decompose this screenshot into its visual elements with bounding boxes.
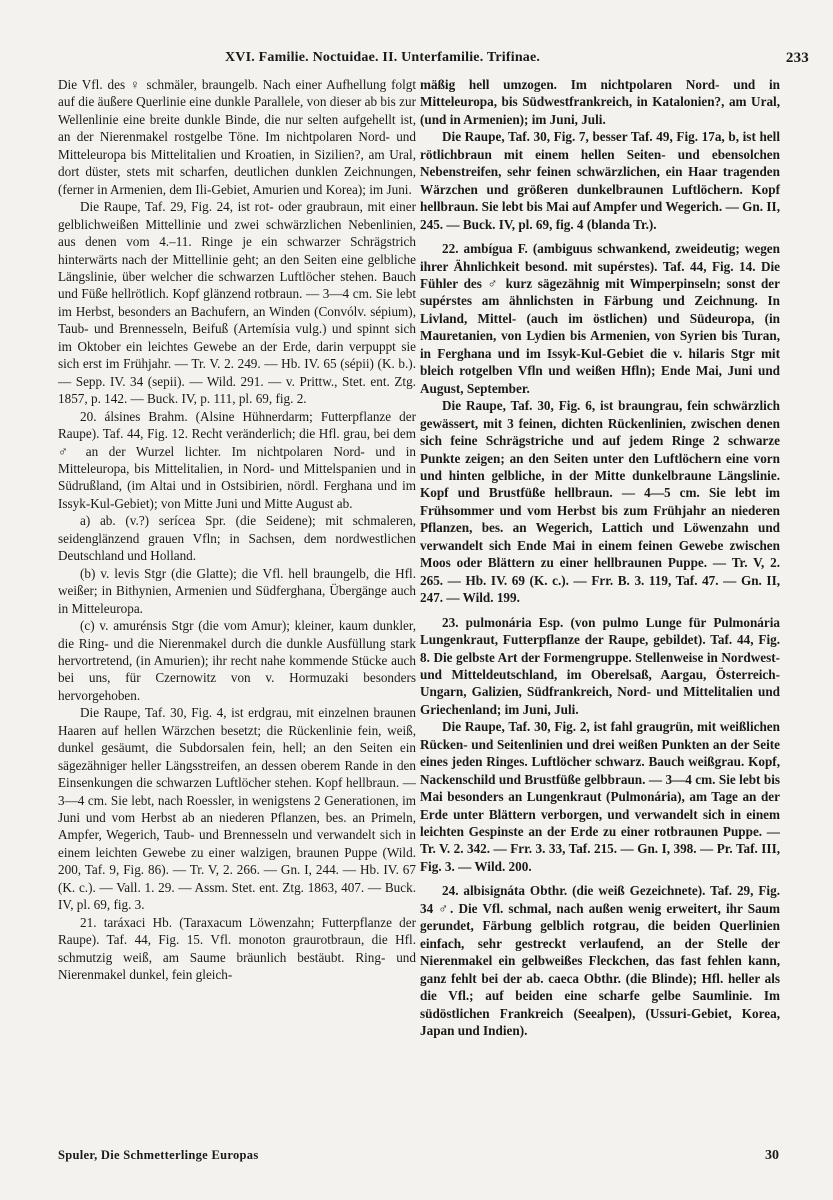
paragraph: Die Raupe, Taf. 30, Fig. 2, ist fahl graugrün, mit weißlichen Rücken- und Seitenlinien und drei weißen Punkten an der Seite eines jeden Ringes. Luftlöcher schwarz. Bauch weißgrau. Kopf, Nackenschild und Brustfüße gelbbraun. — 3—4 cm. Sie lebt bis Mai besonders an Lungenkraut (Pulmonária), am Tage an der Erde unter Blättern verborgen, und verwandelt sich in einem leichten Gespinste an der Erde zu einer rotbraunen Puppe. — Tr. V. 2. 342. — Frr. 3. 33, Taf. 215. — Gn. I, 398. — Pr. Taf. III, Fig. 3. — Wild. 200. <box>420 719 780 874</box>
page-number: 233 <box>785 50 809 66</box>
paragraph: (b) v. levis Stgr (die Glatte); die Vfl. hell braungelb, die Hfl. weißer; in Bithynien, Armenien und Südferghana, Übergänge auch in Mitteleuropa. <box>58 565 416 616</box>
paragraph: 21. taráxaci Hb. (Taraxacum Löwenzahn; Futterpflanze der Raupe). Taf. 44, Fig. 15. Vfl. monoton graurotbraun, die Hfl. schmutzig weiß, am Saume bräunlich bestäubt. Ring- und Nierenmakel dunkel, fein gleich- <box>58 914 416 983</box>
paragraph: 20. álsines Brahm. (Alsine Hühnerdarm; Futterpflanze der Raupe). Taf. 44, Fig. 12. Recht veränderlich; die Hfl. grau, bei dem ♂ an der Wurzel lichter. Im nichtpolaren Nord- und in Mitteleuropa, bis Mittelitalien, in Nord- und Mittelspanien und in Südrußland, (im Altai und in Ostsibirien, nördl. Ferghana und im Issyk-Kul-Gebiet); von Mitte Juni und Mitte August ab. <box>58 408 416 511</box>
paragraph: Die Raupe, Taf. 30, Fig. 4, ist erdgrau, mit einzelnen braunen Haaren auf hellen Wärzchen besetzt; die Rückenlinie fein, weiß, dunkel gesäumt, die Subdorsalen fein, hell; an den Seiten ein sägezähniger heller Längsstreifen, an dessen oberem Rande in den Einsenkungen die schwarzen Luftlöcher stehen. Kopf hellbraun. — 3—4 cm. Sie lebt, nach Roessler, in wenigstens 2 Generationen, im Juni und vom Herbst ab an niederen Pflanzen, bes. an Primeln, Ampfer, Wegerich, Taub- und Brennesseln und verwandelt sich in einem leichten Gewebe zu einer walzigen, braunen Puppe (Wild. 200, Taf. 9, Fig. 86). — Tr. V, 2. 266. — Gn. I, 244. — Hb. IV. 67 (K. c.). — Vall. 1. 29. — Assm. Stet. ent. Ztg. 1863, 407. — Buck. IV, pl. 69, fig. 3. <box>58 705 416 913</box>
page-footer <box>58 1148 779 1163</box>
paragraph: a) ab. (v.?) serícea Spr. (die Seidene); mit schmaleren, seidenglänzend grauen Vfln; in Sachsen, dem nordwestlichen Deutschland und Holland. <box>58 513 416 564</box>
right-column <box>420 76 780 1039</box>
left-column <box>58 76 416 984</box>
paragraph: Die Vfl. des ♀ schmäler, braungelb. Nach einer Aufhellung folgt auf die äußere Querlinie eine dunkle Parallele, von dieser ab bis zur Wellenlinie eine breite dunkle Binde, die nur selten aufgehellt ist, an der Nierenmakel rostgelbe Töne. Im nichtpolaren Nord- und Mitteleuropa bis Mittelitalien und Kroatien, in Sizilien?, am Ural, dort düster, stets mit scharfen, deutlichen dunklen Zeichnungen, (ferner in Armenien, dem Ili-Gebiet, Amurien und Korea); im Juni. <box>58 77 416 197</box>
paragraph: (c) v. amurénsis Stgr (die vom Amur); kleiner, kaum dunkler, die Ring- und die Nierenmakel durch die dunkle Ausfüllung stark hervortretend, (in Amurien); ihr recht nahe kommende Stücke auch bei uns, für Czernowitz von v. Hormuzaki besonders hervorgehoben. <box>58 618 416 703</box>
running-header <box>225 50 809 66</box>
paragraph: 24. albisignáta Obthr. (die weiß Gezeichnete). Taf. 29, Fig. 34 ♂. Die Vfl. schmal, nach außen wenig erweitert, ihr Saum gerundet, Färbung gelblich rotgrau, die beiden Querlinien einfach, sehr gestreckt verlaufend, an der Stelle der Nierenmakel ein gelbweißes Fleckchen, das fast fehlen kann, ganz fehlt bei der ab. caeca Obthr. (die Blinde); Hfl. heller als die Vfl.; auf beiden eine scharfe gelbe Saumlinie. Im südöstlichen Frankreich (Seealpen), (Ussuri-Gebiet, Korea, Japan und Indien). <box>420 883 780 1039</box>
paragraph: Die Raupe, Taf. 30, Fig. 6, ist braungrau, fein schwärzlich gewässert, mit 3 feinen, dichten Rückenlinien, zwischen denen sich feine Schrägstriche und auf jedem Ringe 2 schwarze Punkte zeigen; an den Seiten unter den Luftlöchern eine vorn und hinten gelbliche, in der Mitte dunkelbraune Längslinie. Kopf und Brustfüße hellbraun. — 4—5 cm. Sie lebt im Frühsommer und vom Herbst bis zum Frühjahr an niederen Pflanzen, bes. an Wegerich, Lattich und Löwenzahn und verwandelt sich Ende Mai in einem feinen Gewebe zwischen Moos oder Blättern zu einer hellbraunen Puppe. — Tr. V, 2. 265. — Hb. IV. 69 (K. c.). — Frr. B. 3. 119, Taf. 47. — Gn. II, 247. — Wild. 199. <box>420 398 780 606</box>
running-title: XVI. Familie. Noctuidae. II. Unterfamilie. Trifinae. <box>225 50 541 65</box>
sheet-signature: 30 <box>765 1148 779 1163</box>
paragraph: mäßig hell umzogen. Im nichtpolaren Nord- und in Mitteleuropa, bis Südwestfrankreich, in Katalonien?, am Ural, (und in Armenien); im Juni, Juli. <box>420 77 780 127</box>
paragraph: Die Raupe, Taf. 30, Fig. 7, besser Taf. 49, Fig. 17a, b, ist hell rötlichbraun mit einem hellen Seiten- und ebensolchen Nebenstreifen, sehr feinen schwärzlichen, ein Haar tragenden Wärzchen und größeren dunkelbraunen Luftlöchern. Kopf hellbraun. Sie lebt bis Mai auf Ampfer und Wegerich. — Gn. II, 245. — Buck. IV, pl. 69, fig. 4 (blanda Tr.). <box>420 129 780 232</box>
footer-imprint: Spuler, Die Schmetterlinge Europas <box>58 1148 259 1162</box>
paragraph: Die Raupe, Taf. 29, Fig. 24, ist rot- oder graubraun, mit einer gelblichweißen Mittellinie und zwei schwärzlichen Nebenlinien, aus denen vom 4.–11. Ringe je ein schwarzer Schrägstrich hinterwärts nach der Mittellinie geht; an den Seiten eine gelbliche Längslinie, über welcher die schwarzen Luftlöcher stehen. Bauch und Füße hellrötlich. Kopf glänzend rotbraun. — 3—4 cm. Sie lebt im Herbst, besonders an Bachufern, an Winden (Convólv. sépium), Taub- und Brennesseln, Beifuß (Artemísia vulg.) und spinnt sich im Oktober ein leichtes Gewebe an der Erde, darin verpuppt sie sich erst im Frühjahr. — Tr. V. 2. 249. — Hb. IV. 65 (sépii) (K. b.). — Sepp. IV. 34 (sepii). — Wild. 291. — v. Prittw., Stet. ent. Ztg. 1857, p. 142. — Buck. IV, p. 111, pl. 69, fig. 2. <box>58 199 416 407</box>
paragraph: 22. ambígua F. (ambiguus schwankend, zweideutig; wegen ihrer Ähnlichkeit besond. mit supérstes). Taf. 44, Fig. 14. Die Fühler des ♂ kurz sägezähnig mit Wimperpinseln; sonst der supérstes am ähnlichsten in Färbung und Zeichnung. In Livland, Mittel- (auch im östlichen) und Südeuropa, (in Mauretanien, von Lydien bis Armenien, von Syrien bis Turan, in Ferghana und im Issyk-Kul-Gebiet die v. hilaris Stgr mit bleich rotgelben Vfln und weißen Hfln); Ende Mai, Juni und August, September. <box>420 241 780 396</box>
paragraph: 23. pulmonária Esp. (von pulmo Lunge für Pulmonária Lungenkraut, Futterpflanze der Raupe, gebildet). Taf. 44, Fig. 8. Die gelbste Art der Formengruppe. Stellenweise in Nordwest- und Mitteldeutschland, im Oberelsaß, Aargau, Österreich-Ungarn, Galizien, Südfrankreich, Nord- und Mittelitalien und Griechenland; im Juni, Juli. <box>420 614 780 717</box>
